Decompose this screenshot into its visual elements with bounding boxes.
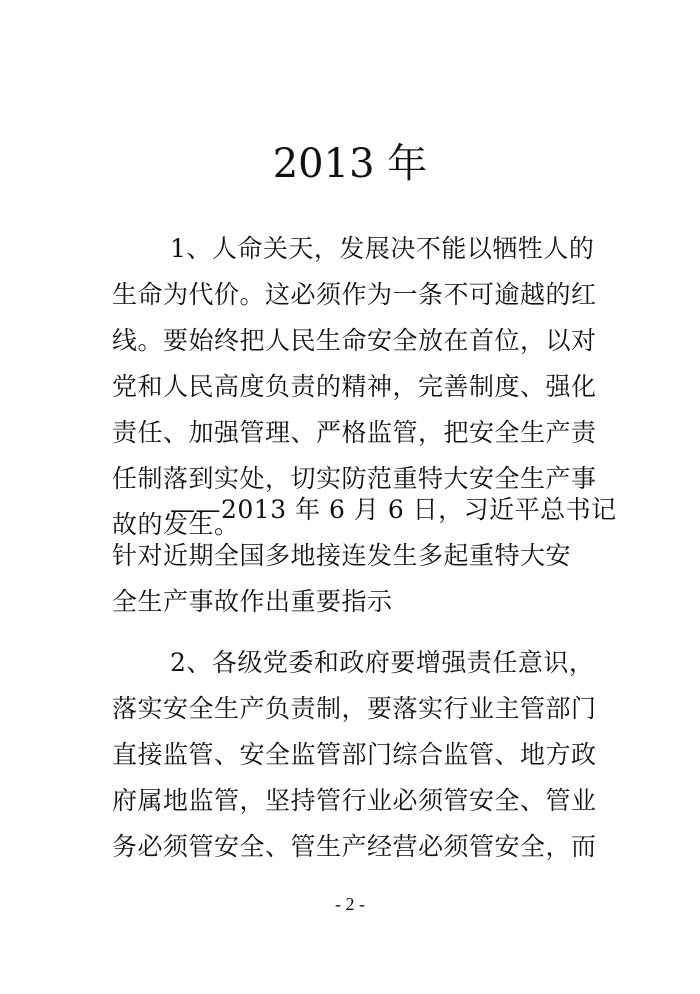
quote-source-1 [112, 487, 617, 625]
source-line: 针对近期全国多地接连发生多起重特大安 [112, 541, 572, 570]
paragraph-line: 务必须管安全、管生产经营必须管安全，而 [112, 832, 597, 861]
paragraph-line: 故的发生。 [112, 510, 240, 539]
paragraph-line: 生命为代价。这必须作为一条不可逾越的红 [112, 280, 597, 309]
source-line: ——2013 年 6 月 6 日，习近平总书记 [170, 495, 617, 524]
source-line: 全生产事故作出重要指示 [112, 587, 393, 616]
paragraph-line: 2、各级党委和政府要增强责任意识， [170, 648, 595, 677]
page-number: - 2 - [335, 894, 365, 914]
paragraph-line: 1、人命关天，发展决不能以牺牲人的 [170, 234, 595, 263]
paragraph-line: 线。要始终把人民生命安全放在首位，以对 [112, 326, 597, 355]
paragraph-line: 直接监管、安全监管部门综合监管、地方政 [112, 740, 597, 769]
paragraph-line: 落实安全生产负责制，要落实行业主管部门 [112, 694, 597, 723]
page-title: 2013 年 [272, 141, 428, 187]
quote-item-2 [112, 640, 597, 870]
paragraph-line: 党和人民高度负责的精神，完善制度、强化 [112, 372, 597, 401]
paragraph-line: 责任、加强管理、严格监管，把安全生产责 [112, 418, 597, 447]
paragraph-line: 府属地监管，坚持管行业必须管安全、管业 [112, 786, 597, 815]
paragraph-line: 任制落到实处，切实防范重特大安全生产事 [112, 464, 597, 493]
